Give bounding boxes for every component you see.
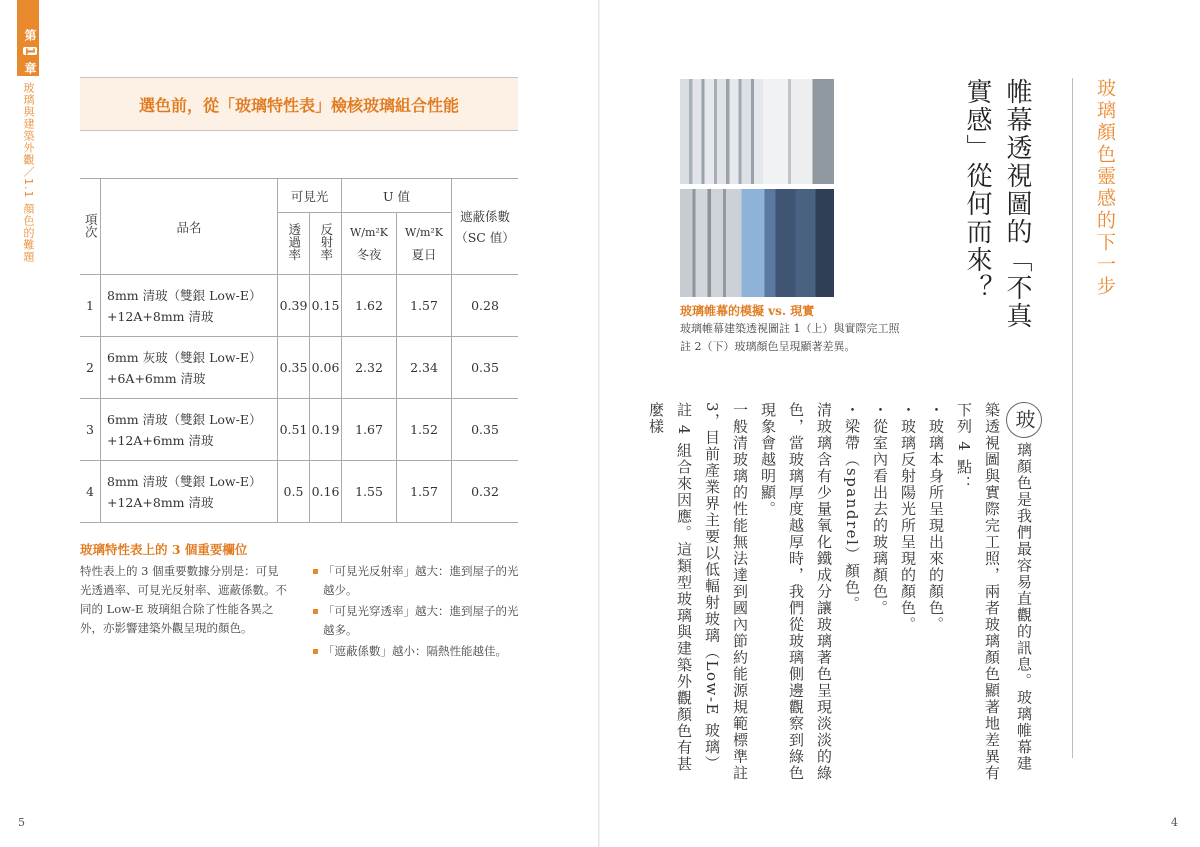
paragraph-2: 清玻璃含有少量氧化鐵成分讓玻璃著色呈現淡淡的綠色，當玻璃厚度越厚時，我們從玻璃側邊觀察到綠色現象會越明顯。	[759, 402, 833, 782]
cell-refl: 0.15	[310, 275, 342, 337]
col-summer-header: W/m²K 夏日	[397, 213, 452, 275]
cell-refl: 0.19	[310, 399, 342, 461]
cell-u-winter: 2.32	[342, 337, 397, 399]
cell-no: 1	[80, 275, 101, 337]
col-name-header: 品名	[101, 179, 278, 275]
cell-u-summer: 2.34	[397, 337, 452, 399]
chapter-section-label: 玻璃與建築外觀／1.1 顏色的難題	[22, 82, 35, 263]
cell-u-summer: 1.57	[397, 461, 452, 523]
col-refl-header: 反射率	[310, 213, 342, 275]
group-visible-header: 可見光	[278, 179, 342, 213]
notes-heading: 玻璃特性表上的 3 個重要欄位	[80, 542, 248, 557]
table-row	[80, 337, 518, 399]
left-page	[0, 0, 598, 847]
cell-u-winter: 1.62	[342, 275, 397, 337]
table-row	[80, 399, 518, 461]
article-body	[647, 402, 1042, 782]
bullet-item: 「遮蔽係數」越小：隔熱性能越佳。	[313, 642, 528, 661]
group-u-header: U 值	[342, 179, 452, 213]
box-title: 選色前，從「玻璃特性表」檢核玻璃組合性能	[80, 77, 518, 131]
chapter-tab	[17, 0, 39, 76]
cell-trans: 0.51	[278, 399, 310, 461]
cell-name: 6mm 清玻（雙銀 Low-E） +12A+6mm 清玻	[101, 399, 278, 461]
notes-body: 特性表上的 3 個重要數據分別是：可見光透過率、可見光反射率、遮蔽係數。不同的 Low-E 玻璃組合除了性能各異之外，亦影響建築外觀呈現的顏色。	[80, 564, 287, 635]
cell-u-winter: 1.67	[342, 399, 397, 461]
cell-sc: 0.32	[452, 461, 519, 523]
article-heading: 帷幕透視圖的「不真實感」從何而來？	[962, 78, 1032, 330]
list-item: ・玻璃本身所呈現出來的顏色。	[927, 402, 945, 633]
right-page	[602, 0, 1200, 847]
cell-u-summer: 1.57	[397, 275, 452, 337]
cell-u-summer: 1.52	[397, 399, 452, 461]
list-item: ・梁帶（spandrel）顏色。	[843, 402, 861, 613]
cell-no: 3	[80, 399, 101, 461]
photo-caption: 玻璃帷幕建築透視圖註 1（上）與實際完工照註 2（下）玻璃顏色呈現顯著差異。	[680, 322, 900, 353]
cell-u-winter: 1.55	[342, 461, 397, 523]
col-winter-header: W/m²K 冬夜	[342, 213, 397, 275]
chapter-number: 1	[23, 46, 37, 56]
cell-refl: 0.06	[310, 337, 342, 399]
col-trans-header: 透過率	[278, 213, 310, 275]
table-row	[80, 275, 518, 337]
paragraph-3: 一般清玻璃的性能無法達到國內節約能源規範標準註 3，目前產業界主要以低輻射玻璃（Low-E 玻璃）註 4 組合來因應。這類型玻璃與建築外觀顏色有甚麼樣	[647, 402, 749, 782]
cell-trans: 0.39	[278, 275, 310, 337]
chapter-prefix: 第	[23, 28, 37, 41]
chapter-suffix: 章	[23, 61, 37, 74]
cell-trans: 0.5	[278, 461, 310, 523]
cell-name: 8mm 清玻（雙銀 Low-E） +12A+8mm 清玻	[101, 275, 278, 337]
cell-trans: 0.35	[278, 337, 310, 399]
bullet-item: 「可見光穿透率」越大：進到屋子的光越多。	[313, 602, 528, 640]
notes-bullets	[313, 562, 528, 663]
paragraph-1	[950, 402, 1042, 782]
cell-no: 4	[80, 461, 101, 523]
rendering-photo	[680, 79, 834, 184]
paragraph-1-text: 璃顏色是我們最容易直觀的訊息。玻璃帷幕建築透視圖與實際完工照，兩者玻璃顏色顯著地差異有下列 4 點：	[955, 402, 1033, 782]
cell-sc: 0.35	[452, 399, 519, 461]
side-divider	[1072, 78, 1073, 758]
cell-name: 8mm 清玻（雙銀 Low-E） +12A+8mm 清玻	[101, 461, 278, 523]
list-item: ・從室內看出去的玻璃顏色。	[871, 402, 889, 617]
drop-cap: 玻	[1006, 402, 1042, 438]
cell-name: 6mm 灰玻（雙銀 Low-E） +6A+6mm 清玻	[101, 337, 278, 399]
col-index-header: 項次	[80, 179, 101, 275]
completed-building-photo	[680, 189, 834, 297]
cell-sc: 0.35	[452, 337, 519, 399]
cell-sc: 0.28	[452, 275, 519, 337]
cell-refl: 0.16	[310, 461, 342, 523]
glass-spec-table	[80, 178, 518, 523]
page-number-left: 5	[18, 816, 25, 829]
table-row	[80, 461, 518, 523]
photo-caption-heading: 玻璃帷幕的模擬 vs. 現實	[680, 304, 815, 318]
bullet-item: 「可見光反射率」越大：進到屋子的光越少。	[313, 562, 528, 600]
page-number-right: 4	[1171, 816, 1178, 829]
cell-no: 2	[80, 337, 101, 399]
section-side-title: 玻璃顏色靈感的下一步	[1094, 78, 1116, 298]
list-item: ・玻璃反射陽光所呈現的顏色。	[899, 402, 917, 633]
col-sc-header: 遮蔽係數（SC 值）	[452, 179, 519, 275]
